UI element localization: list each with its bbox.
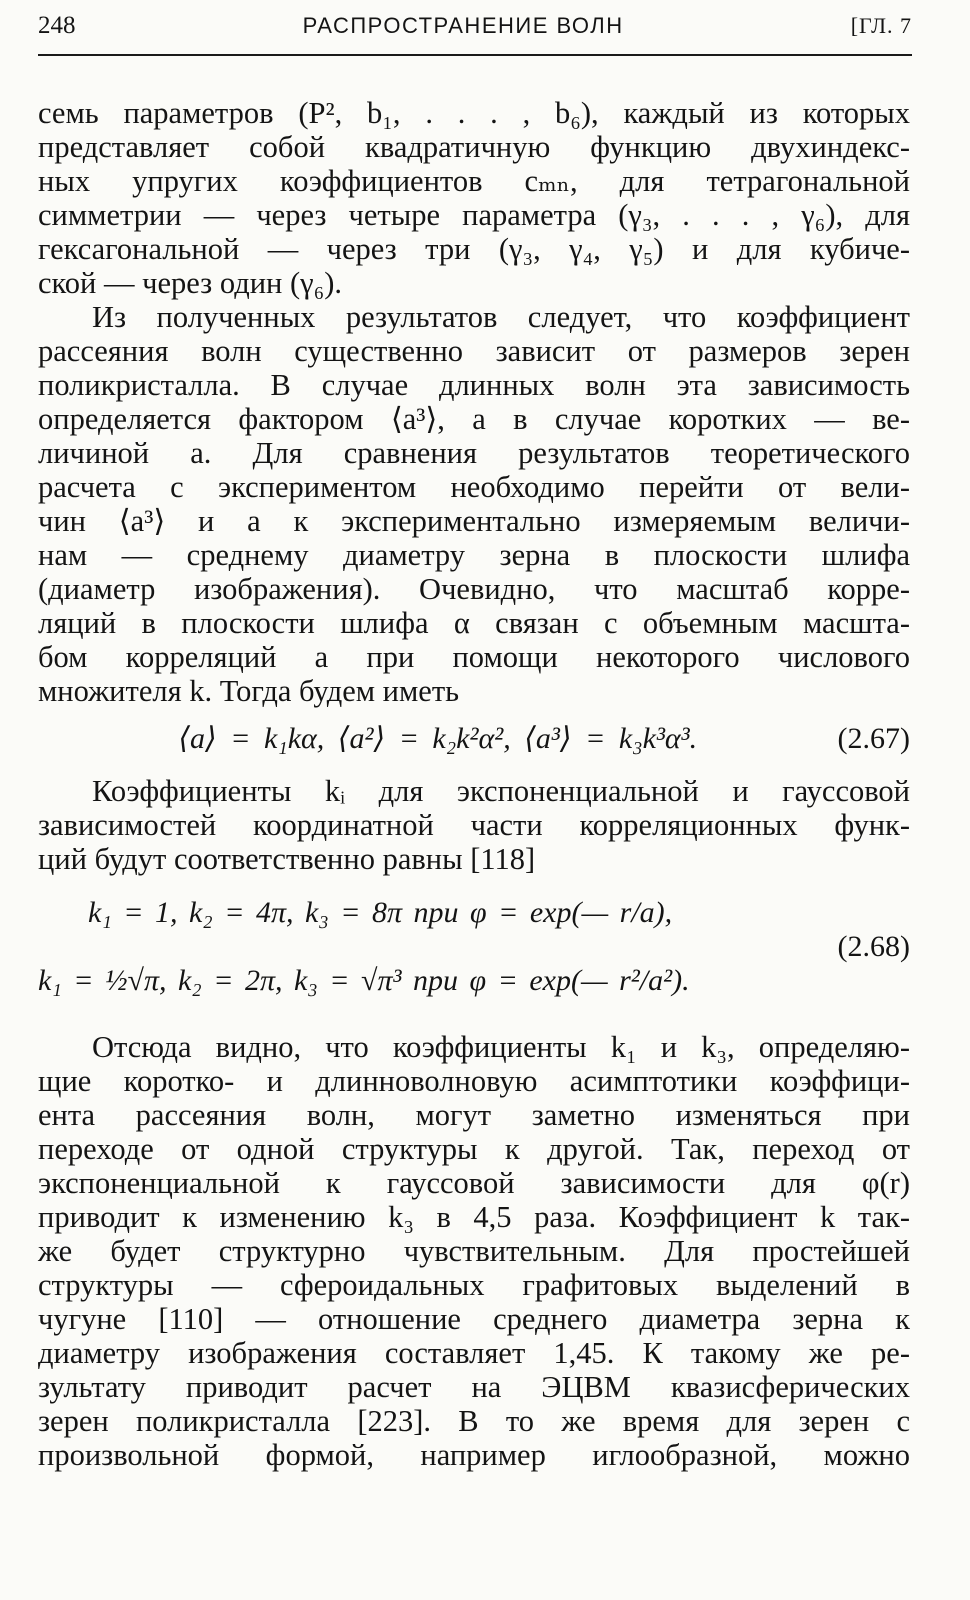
text-line: Из полученных результатов следует, что коэффициент bbox=[92, 300, 910, 334]
text-line: Коэффициенты kᵢ для экспоненциальной и гауссовой bbox=[92, 774, 910, 808]
page-number: 248 bbox=[38, 12, 76, 39]
text-line: нам — среднему диаметру зерна в плоскости шлифа bbox=[38, 538, 910, 572]
equation-2-67 bbox=[38, 722, 910, 756]
text-line: щие коротко- и длинноволновую асимптотики коэффици- bbox=[38, 1064, 910, 1098]
running-title: РАСПРОСТРАНЕНИЕ ВОЛН bbox=[302, 13, 624, 38]
text-line: диаметру изображения составляет 1,45. К такому же ре- bbox=[38, 1336, 910, 1370]
equation-number: (2.67) bbox=[837, 722, 910, 755]
text-line: рассеяния волн существенно зависит от размеров зерен bbox=[38, 334, 910, 368]
text-line: личиной a. Для сравнения результатов теоретического bbox=[38, 436, 910, 470]
text-line: представляет собой квадратичную функцию двухиндекс- bbox=[38, 130, 910, 164]
text-line: определяется фактором ⟨a³⟩, а в случае коротких — ве- bbox=[38, 402, 910, 436]
text-line: зультату приводит расчет на ЭЦВМ квазисферических bbox=[38, 1370, 910, 1404]
paragraph-3 bbox=[38, 774, 910, 876]
paragraph-4 bbox=[38, 1030, 910, 1472]
text-line: ций будут соответственно равны [118] bbox=[38, 842, 536, 876]
text-line: структуры — сфероидальных графитовых выделений в bbox=[38, 1268, 910, 1302]
text-line: зерен поликристалла [223]. В то же время для зерен с bbox=[38, 1404, 910, 1438]
equation-2-68 bbox=[38, 896, 910, 998]
text-line: Отсюда видно, что коэффициенты k₁ и k₃, определяю- bbox=[92, 1030, 910, 1064]
text-line: чугуне [110] — отношение среднего диаметра зерна к bbox=[38, 1302, 910, 1336]
running-header bbox=[38, 12, 912, 56]
text-line: (диаметр изображения). Очевидно, что масштаб корре- bbox=[38, 572, 910, 606]
text-line: семь параметров (P², b₁, . . . , b₆), каждый из которых bbox=[38, 96, 910, 130]
text-line: же будет структурно чувствительным. Для простейшей bbox=[38, 1234, 910, 1268]
chapter-marker: [ГЛ. 7 bbox=[850, 13, 912, 38]
text-line: переходе от одной структуры к другой. Так, переход от bbox=[38, 1132, 910, 1166]
text-line: ской — через один (γ₆). bbox=[38, 266, 343, 300]
text-line: бом корреляций a при помощи некоторого числового bbox=[38, 640, 910, 674]
equation-line-2: k₁ = ½√π, k₂ = 2π, k₃ = √π³ при φ = exp(— r²/a²). bbox=[38, 964, 690, 997]
text-line: симметрии — через четыре параметра (γ₃, . . . , γ₆), для bbox=[38, 198, 910, 232]
text-line: поликристалла. В случае длинных волн эта зависимость bbox=[38, 368, 910, 402]
equation-number: (2.68) bbox=[837, 930, 910, 963]
equation-formula: ⟨a⟩ = k₁kα, ⟨a²⟩ = k₂k²α², ⟨a³⟩ = k₃k³α³. bbox=[178, 722, 698, 755]
text-line: гексагональной — через три (γ₃, γ₄, γ₅) и для кубиче- bbox=[38, 232, 910, 266]
text-line: множителя k. Тогда будем иметь bbox=[38, 674, 460, 708]
text-line: чин ⟨a³⟩ и a к экспериментально измеряемым величи- bbox=[38, 504, 910, 538]
text-line: расчета с экспериментом необходимо перейти от вели- bbox=[38, 470, 910, 504]
text-line: ента рассеяния волн, могут заметно изменяться при bbox=[38, 1098, 910, 1132]
text-line: зависимостей координатной части корреляционных функ- bbox=[38, 808, 910, 842]
paragraph-1 bbox=[38, 96, 910, 300]
page-body bbox=[38, 96, 910, 1472]
text-line: экспоненциальной к гауссовой зависимости для φ(r) bbox=[38, 1166, 910, 1200]
text-line: ных упругих коэффициентов cₘₙ, для тетрагональной bbox=[38, 164, 910, 198]
text-line: приводит к изменению k₃ в 4,5 раза. Коэффициент k так- bbox=[38, 1200, 910, 1234]
equation-line-1: k₁ = 1, k₂ = 4π, k₃ = 8π при φ = exp(— r/a), bbox=[88, 896, 673, 929]
paragraph-2 bbox=[38, 300, 910, 708]
text-line: произвольной формой, например иглообразной, можно bbox=[38, 1438, 910, 1472]
text-line: ляций в плоскости шлифа α связан с объемным масшта- bbox=[38, 606, 910, 640]
